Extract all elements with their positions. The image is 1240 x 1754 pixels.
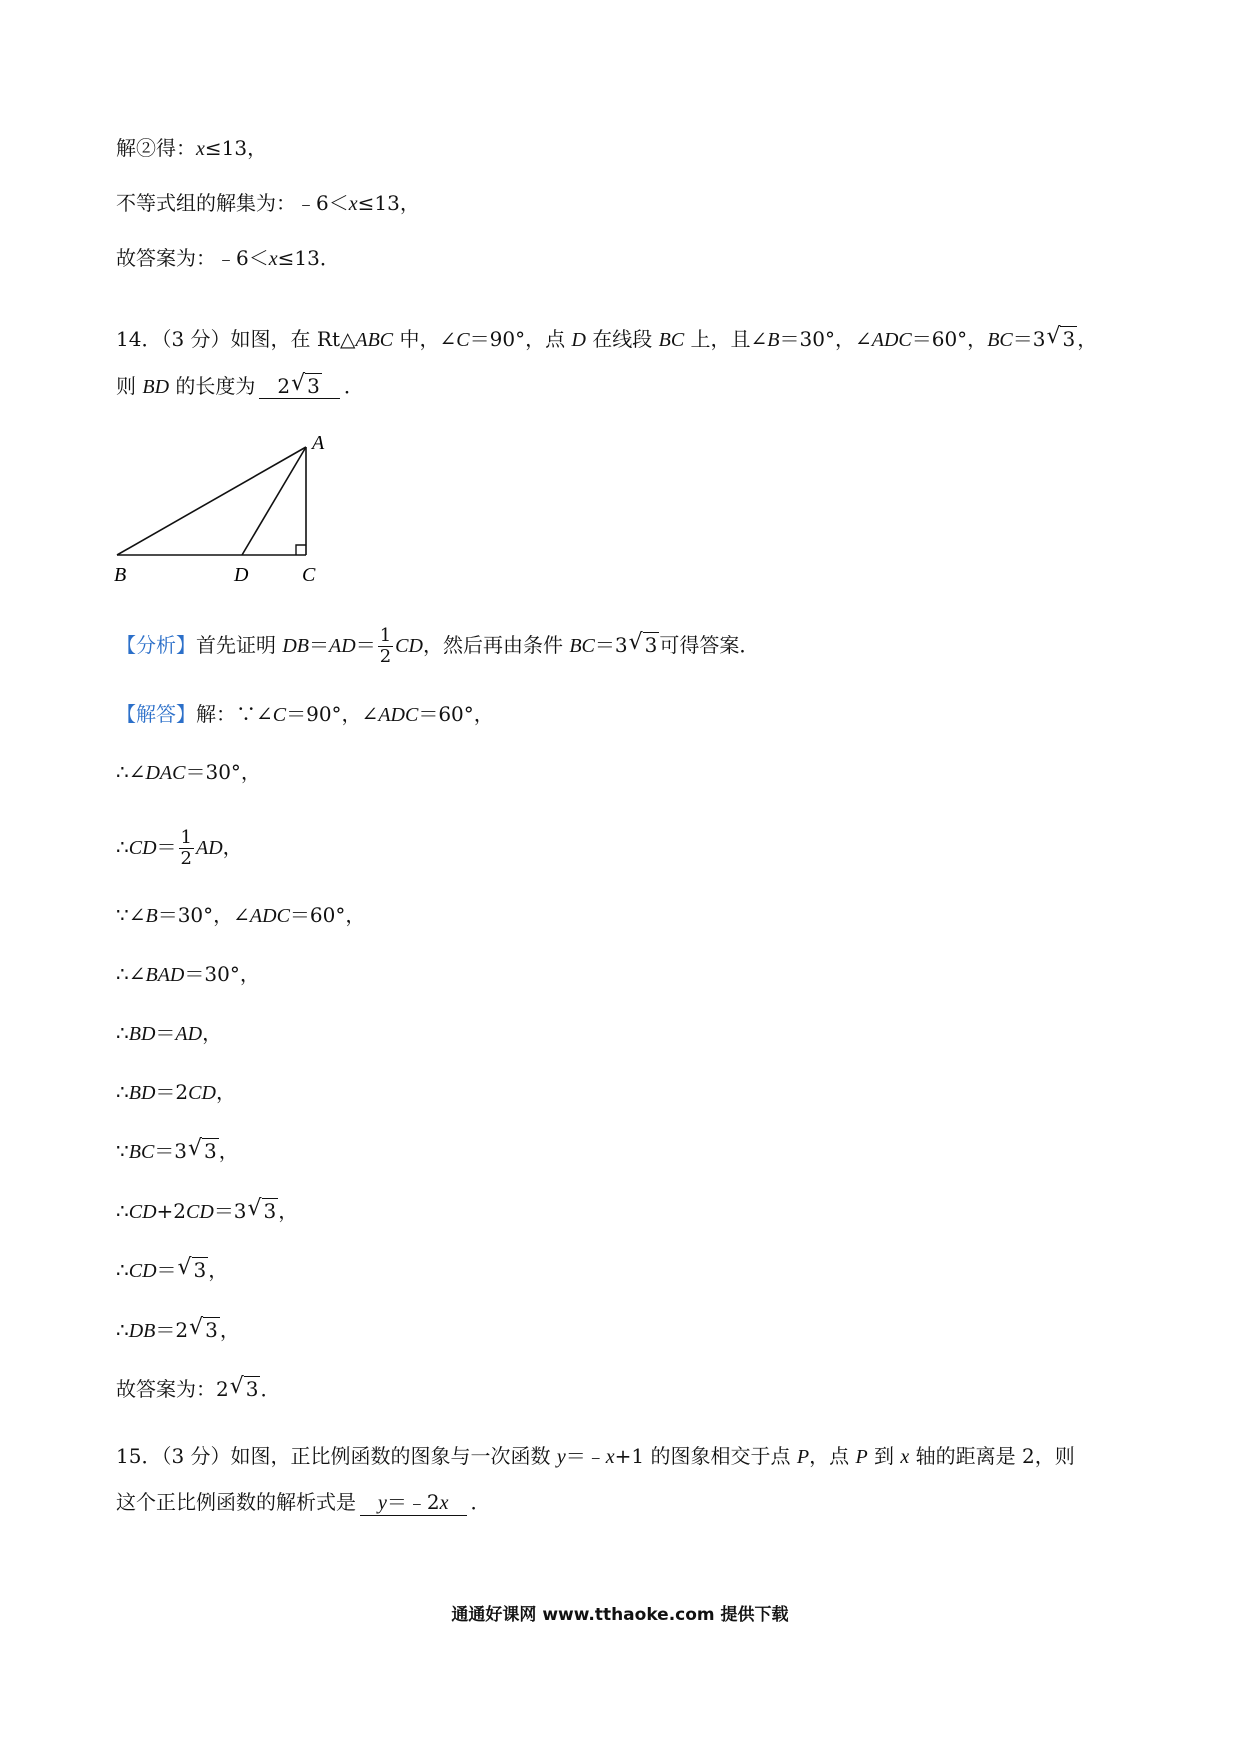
text: 解②得： xyxy=(116,136,196,160)
var: DB xyxy=(282,635,310,657)
label-c: C xyxy=(302,564,316,585)
fraction: $\frac{1}{2}$ xyxy=(379,625,392,667)
text: ≤13． xyxy=(277,246,340,270)
text: 中，∠ xyxy=(393,327,457,351)
page-footer: 通通好课网 www.tthaoke.com 提供下载 xyxy=(451,1605,789,1625)
text: 14．（3 分）如图，在 Rt△ xyxy=(116,327,356,351)
sqrt: √ 3 xyxy=(177,1255,207,1282)
analysis-line xyxy=(116,626,759,667)
var: CD xyxy=(395,635,423,657)
analysis-tag: 【分析】 xyxy=(116,633,196,657)
text: ＝ xyxy=(355,633,376,657)
sqrt: √ 3 xyxy=(1046,324,1076,351)
text: ≤13， xyxy=(357,191,420,215)
question-14-line-1 xyxy=(116,324,1098,352)
var: C xyxy=(456,329,470,351)
text: ＝60°， xyxy=(911,327,988,351)
solution-line-2 xyxy=(116,191,420,216)
text: ＝90°，点 xyxy=(469,327,572,351)
var: BC xyxy=(569,635,595,657)
sqrt: √ 3 xyxy=(628,630,658,657)
var: ABC xyxy=(355,329,394,351)
var: BC xyxy=(987,329,1013,351)
answer-line-13 xyxy=(116,246,340,271)
fraction: $\frac{1}{2}$ xyxy=(180,827,192,869)
text: ＝ xyxy=(309,633,330,657)
question-15-line-1: 15．（3 分）如图，正比例函数的图象与一次函数 y＝﹣x+1 的图象相交于点 P，点 P 到 x 轴的距离是 2，则 xyxy=(116,1444,1075,1468)
var-x: x xyxy=(268,248,278,270)
solution-line: ∴CD＝ √ 3 ， xyxy=(116,1255,229,1282)
text: 在线段 xyxy=(585,327,659,351)
text: ． xyxy=(343,374,364,398)
var: BD xyxy=(142,376,170,398)
var: BC xyxy=(658,329,685,351)
text: 故答案为：﹣6＜ xyxy=(116,246,269,270)
answer-blank: 2 √ 3 xyxy=(259,374,339,399)
solution-line: ∴BD＝2CD， xyxy=(116,1080,236,1104)
solution-line-1 xyxy=(116,136,267,161)
text: 首先证明 xyxy=(196,633,283,657)
solution-line: ∵∠B＝30°，∠ADC＝60°， xyxy=(116,903,366,927)
text: ≤13， xyxy=(204,136,268,160)
solution-line: ∴∠BAD＝30°， xyxy=(116,962,260,986)
var-x: x xyxy=(348,193,358,215)
text: 则 xyxy=(116,374,143,398)
text: 上，且∠ xyxy=(684,327,768,351)
var: ADC xyxy=(871,329,912,351)
var: D xyxy=(571,329,586,351)
text: 的长度为 xyxy=(169,374,256,398)
text: ＝3 xyxy=(1012,327,1046,351)
text: ， xyxy=(1077,327,1098,351)
solution-line: 【解答】解：∵∠C＝90°，∠ADC＝60°， xyxy=(116,702,494,726)
solution-line: ∴BD＝AD， xyxy=(116,1021,223,1045)
var: B xyxy=(767,329,780,351)
text: ，然后再由条件 xyxy=(422,633,570,657)
text: 不等式组的解集为：﹣6＜ xyxy=(116,191,349,215)
sqrt: √ 3 xyxy=(247,1196,277,1223)
sqrt: √ 3 xyxy=(291,371,320,398)
label-a: A xyxy=(312,432,325,454)
text: 可得答案． xyxy=(659,633,760,657)
sqrt: √ 3 xyxy=(189,1315,218,1342)
question-15-line-2: 这个正比例函数的解析式是 y＝﹣2x ． xyxy=(116,1490,491,1514)
text: ＝30°，∠ xyxy=(779,327,872,351)
solution-line: ∴CD+2CD＝3 √ 3 ， xyxy=(116,1196,299,1223)
solution-line: ∴DB＝2 √ 3 ， xyxy=(116,1315,240,1342)
text: ＝3 xyxy=(594,633,628,657)
solution-line: ∵BC＝3 √ 3 ， xyxy=(116,1136,239,1163)
sqrt: √ 3 xyxy=(188,1136,217,1163)
sqrt: √ 3 xyxy=(229,1374,259,1401)
var-x: x xyxy=(196,138,205,160)
answer-line-14: 故答案为：2 √ 3 ． xyxy=(116,1374,281,1401)
label-b: B xyxy=(114,564,127,585)
answer-blank: y＝﹣2x xyxy=(360,1490,467,1516)
question-14-line-2 xyxy=(116,371,364,399)
triangle-figure xyxy=(100,425,340,585)
solution-tag: 【解答】 xyxy=(116,702,196,726)
solution-line: ∴∠DAC＝30°， xyxy=(116,760,261,784)
solution-line: ∴CD＝ $\frac{1}{2}$ AD， xyxy=(116,827,243,869)
var: AD xyxy=(329,635,356,657)
label-d: D xyxy=(234,564,249,585)
